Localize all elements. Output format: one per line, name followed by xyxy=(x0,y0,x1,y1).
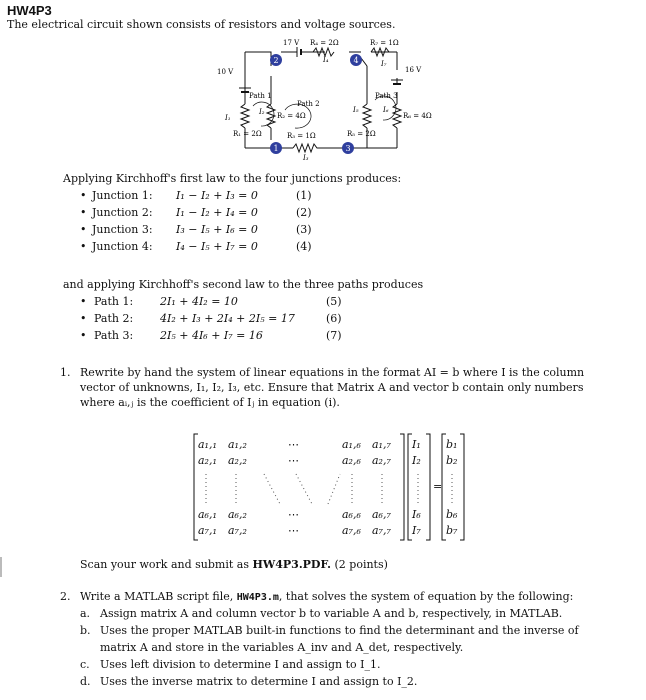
label-r6: R₆ = 4Ω xyxy=(403,112,432,120)
kvl-item: • Path 2: 4I₂ + I₃ + 2I₄ + 2I₅ = 17 (6) xyxy=(80,312,342,325)
q2-item-text: Uses the inverse matrix to determine I and assign to I_2. xyxy=(100,675,418,688)
matrix-cell: a₂,₁ xyxy=(198,454,217,467)
page-edge-mark xyxy=(0,557,2,577)
vector-i-1: I₁ xyxy=(412,438,421,451)
vector-i-7: I₇ xyxy=(412,524,421,537)
kvl-label: Path 1: xyxy=(94,295,134,308)
q2-item-b xyxy=(80,624,579,638)
kcl-num: (3) xyxy=(296,223,312,236)
kcl-item: • Junction 2: I₁ − I₂ + I₄ = 0 (2) xyxy=(80,206,312,219)
q2-item-text: Uses left division to determine I and assign to I_1. xyxy=(100,658,381,671)
vector-i-2: I₂ xyxy=(412,454,421,467)
scan-file: HW4P3.PDF. xyxy=(252,558,331,571)
q2-item-text: Uses the proper MATLAB built-in functions to find the determinant and the inverse of xyxy=(100,624,579,637)
kcl-label: Junction 2: xyxy=(92,206,153,219)
matrix-cell: a₇,₇ xyxy=(372,524,391,537)
q2-script-file: HW4P3.m xyxy=(236,592,279,603)
q1-submit-note xyxy=(80,558,388,572)
label-i1: I₁ xyxy=(225,114,231,122)
matrix-cell: a₁,₆ xyxy=(342,438,361,451)
label-i5: I₅ xyxy=(353,106,359,114)
label-i3: I₃ xyxy=(303,154,309,162)
kvl-num: (6) xyxy=(326,312,342,325)
svg-text:3: 3 xyxy=(345,144,351,153)
intro-text: The electrical circuit shown consists of resistors and voltage sources. xyxy=(7,18,396,31)
q2-item-letter: b. xyxy=(80,624,91,637)
q2-intro xyxy=(80,590,573,605)
matrix-cell: a₁,₇ xyxy=(372,438,391,451)
kcl-label: Junction 3: xyxy=(92,223,153,236)
matrix-cell: ⋯ xyxy=(288,508,299,521)
q2-item-text: Assign matrix A and column vector b to variable A and b, respectively, in MATLAB. xyxy=(100,607,563,620)
matrix-cell: a₆,₂ xyxy=(228,508,247,521)
matrix-equation xyxy=(192,432,472,544)
matrix-cell: a₇,₁ xyxy=(198,524,217,537)
kcl-eq: I₄ − I₅ + I₇ = 0 xyxy=(176,240,258,253)
matrix-cell: a₂,₆ xyxy=(342,454,361,467)
circuit-node-1 xyxy=(270,142,282,154)
kvl-item: • Path 1: 2I₁ + 4I₂ = 10 (5) xyxy=(80,295,342,308)
label-path-3: Path 3 xyxy=(375,92,398,100)
vector-b-1: b₁ xyxy=(446,438,458,451)
scan-points: (2 points) xyxy=(331,558,388,571)
q2-intro-b: , that solves the system of equation by the following: xyxy=(278,590,574,603)
kvl-eq: 4I₂ + I₃ + 2I₄ + 2I₅ = 17 xyxy=(160,312,295,325)
vector-b-2: b₂ xyxy=(446,454,458,467)
matrix-cell: a₇,₆ xyxy=(342,524,361,537)
label-16v: 16 V xyxy=(405,66,422,74)
label-path-1: Path 1 xyxy=(249,92,272,100)
matrix-cell: a₂,₇ xyxy=(372,454,391,467)
kcl-item: • Junction 4: I₄ − I₅ + I₇ = 0 (4) xyxy=(80,240,312,253)
matrix-cell: ⋯ xyxy=(288,524,299,537)
matrix-cell: a₂,₂ xyxy=(228,454,247,467)
kvl-eq: 2I₅ + 4I₆ + I₇ = 16 xyxy=(160,329,263,342)
kcl-eq: I₃ − I₅ + I₆ = 0 xyxy=(176,223,258,236)
q1-line-3: where aᵢ,ⱼ is the coefficient of Iⱼ in equation (i). xyxy=(80,396,340,409)
q2-item-b-cont: matrix A and store in the variables A_inv and A_det, respectively. xyxy=(100,641,464,654)
kcl-num: (1) xyxy=(296,189,312,202)
circuit-node-3 xyxy=(342,142,354,154)
matrix-cell: a₇,₂ xyxy=(228,524,247,537)
label-r3: R₃ = 1Ω xyxy=(287,132,316,140)
kcl-heading: Applying Kirchhoff's first law to the four junctions produces: xyxy=(63,172,402,185)
kvl-num: (5) xyxy=(326,295,342,308)
equals-sign: = xyxy=(433,480,443,493)
vector-b-7: b₇ xyxy=(446,524,458,537)
kcl-label: Junction 4: xyxy=(92,240,153,253)
label-r2: R₂ = 4Ω xyxy=(277,112,306,120)
svg-text:1: 1 xyxy=(273,144,279,153)
q2-item-d xyxy=(80,675,418,689)
q2-intro-a: Write a MATLAB script file, xyxy=(80,590,237,603)
kcl-eq: I₁ − I₂ + I₃ = 0 xyxy=(176,189,258,202)
label-r7: R₇ = 1Ω xyxy=(370,39,399,47)
circuit-node-4 xyxy=(350,54,362,66)
kcl-item: • Junction 1: I₁ − I₂ + I₃ = 0 (1) xyxy=(80,189,312,202)
matrix-cell: ⋯ xyxy=(288,438,299,451)
matrix-cell: a₆,₇ xyxy=(372,508,391,521)
q2-item-letter: a. xyxy=(80,607,91,620)
kcl-item: • Junction 3: I₃ − I₅ + I₆ = 0 (3) xyxy=(80,223,312,236)
matrix-cell: ⋯ xyxy=(288,454,299,467)
q1-line-1: Rewrite by hand the system of linear equations in the format AI = b where I is the column xyxy=(80,366,585,379)
q2-item-a xyxy=(80,607,563,621)
circuit-diagram xyxy=(215,36,437,166)
matrix-cell: a₁,₂ xyxy=(228,438,247,451)
label-10v: 10 V xyxy=(217,68,234,76)
q2-item-c xyxy=(80,658,381,672)
vector-i-6: I₆ xyxy=(412,508,421,521)
kvl-label: Path 2: xyxy=(94,312,134,325)
q2-item-letter: c. xyxy=(80,658,90,671)
q1-number: 1. xyxy=(60,366,71,379)
kcl-label: Junction 1: xyxy=(92,189,153,202)
label-17v: 17 V xyxy=(283,39,300,47)
label-r5: R₅ = 2Ω xyxy=(347,130,376,138)
vector-b-6: b₆ xyxy=(446,508,458,521)
matrix-cell: a₁,₁ xyxy=(198,438,217,451)
label-i2: I₂ xyxy=(259,108,265,116)
label-i7: I₇ xyxy=(381,60,387,68)
kcl-eq: I₁ − I₂ + I₄ = 0 xyxy=(176,206,258,219)
label-r1: R₁ = 2Ω xyxy=(233,130,262,138)
q1-line-2: vector of unknowns, I₁, I₂, I₃, etc. Ensure that Matrix A and vector b contain only numbers xyxy=(80,381,584,394)
label-r4: R₄ = 2Ω xyxy=(310,39,339,47)
svg-text:2: 2 xyxy=(273,56,279,65)
matrix-cell: a₆,₆ xyxy=(342,508,361,521)
kvl-label: Path 3: xyxy=(94,329,134,342)
kvl-item: • Path 3: 2I₅ + 4I₆ + I₇ = 16 (7) xyxy=(80,329,342,342)
label-path-2: Path 2 xyxy=(297,100,320,108)
kvl-eq: 2I₁ + 4I₂ = 10 xyxy=(160,295,238,308)
scan-text: Scan your work and submit as xyxy=(80,558,253,571)
q2-item-letter: d. xyxy=(80,675,91,688)
kcl-num: (4) xyxy=(296,240,312,253)
circuit-node-2 xyxy=(270,54,282,66)
matrix-cell: a₆,₁ xyxy=(198,508,217,521)
svg-text:4: 4 xyxy=(353,56,359,65)
label-i6: I₆ xyxy=(383,106,389,114)
page-title: HW4P3 xyxy=(7,3,52,18)
q2-number: 2. xyxy=(60,590,71,603)
kcl-num: (2) xyxy=(296,206,312,219)
kvl-heading: and applying Kirchhoff's second law to the three paths produces xyxy=(63,278,424,291)
label-i4: I₄ xyxy=(323,56,329,64)
kvl-num: (7) xyxy=(326,329,342,342)
